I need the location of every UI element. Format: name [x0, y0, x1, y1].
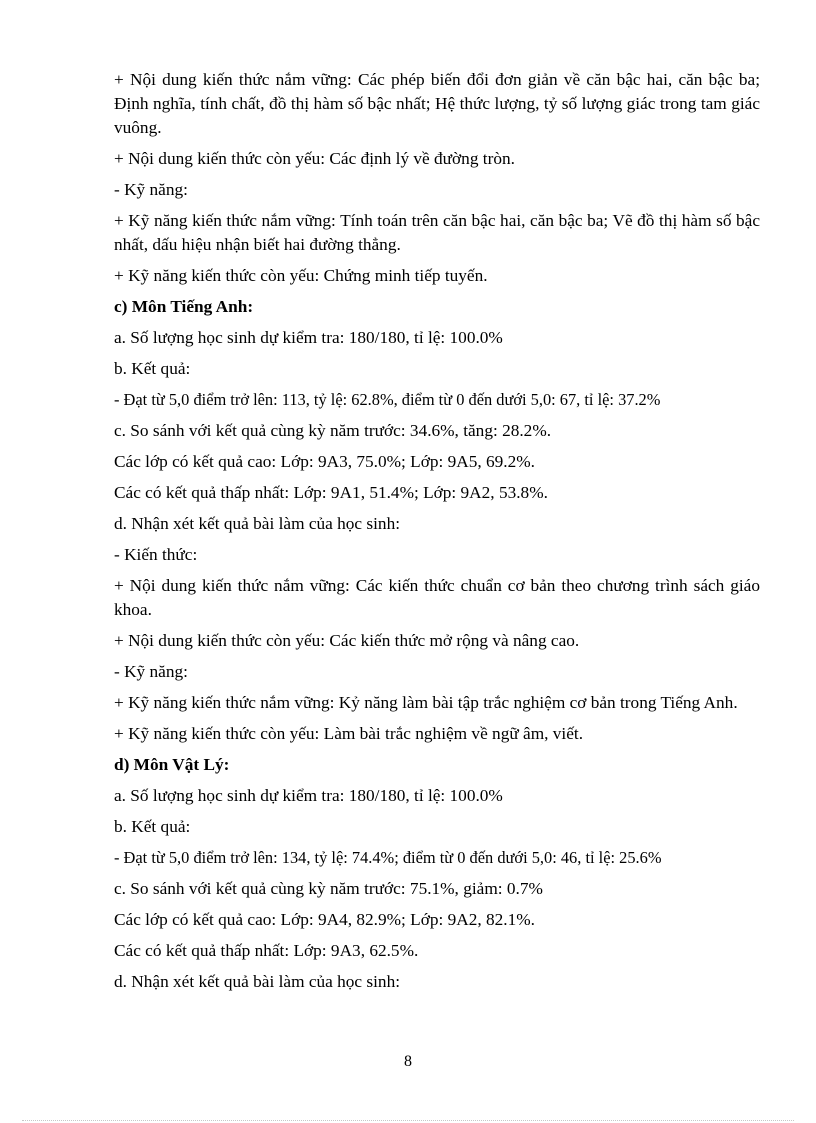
paragraph-english-knowledge-weak: + Nội dung kiến thức còn yếu: Các kiến thức mở rộng và nâng cao. [114, 631, 580, 650]
section-heading-physics: d) Môn Vật Lý: [114, 755, 230, 774]
page-number: 8 [404, 1053, 412, 1070]
paragraph-english-skills-mastered: + Kỹ năng kiến thức nắm vững: Kỷ năng làm bài tập trắc nghiệm cơ bản trong Tiếng Anh. [114, 693, 738, 712]
paragraph-english-top-classes: Các lớp có kết quả cao: Lớp: 9A3, 75.0%; Lớp: 9A5, 69.2%. [114, 452, 535, 471]
paragraph-physics-evaluation-label: d. Nhận xét kết quả bài làm của học sinh: [114, 972, 401, 991]
paragraph-physics-results: - Đạt từ 5,0 điểm trở lên: 134, tỷ lệ: 74.4%; điểm từ 0 đến dưới 5,0: 46, tỉ lệ: 25.6% [114, 848, 662, 867]
paragraph-math-skills-weak: + Kỹ năng kiến thức còn yếu: Chứng minh tiếp tuyến. [114, 266, 488, 285]
paragraph-math-skills-mastered: + Kỹ năng kiến thức nắm vững: Tính toán trên căn bậc hai, căn bậc ba; Vẽ đồ thị hàm số bậc nhất, dấu hiệu nhận biết hai đường thẳng. [114, 211, 760, 254]
paragraph-math-knowledge-mastered: + Nội dung kiến thức nắm vững: Các phép biến đổi đơn giản về căn bậc hai, căn bậc ba; Định nghĩa, tính chất, đồ thị hàm số bậc nhất; Hệ thức lượng, tỷ số lượng giác trong tam giác vuông. [114, 70, 760, 137]
paragraph-math-skills-label: - Kỹ năng: [114, 180, 188, 199]
paragraph-english-lowest-classes: Các có kết quả thấp nhất: Lớp: 9A1, 51.4%; Lớp: 9A2, 53.8%. [114, 483, 548, 502]
paragraph-math-knowledge-weak: + Nội dung kiến thức còn yếu: Các định lý về đường tròn. [114, 149, 515, 168]
paragraph-physics-results-label: b. Kết quả: [114, 817, 191, 836]
section-heading-english: c) Môn Tiếng Anh: [114, 297, 254, 316]
paragraph-english-evaluation-label: d. Nhận xét kết quả bài làm của học sinh: [114, 514, 401, 533]
paragraph-physics-participants: a. Số lượng học sinh dự kiểm tra: 180/180, tỉ lệ: 100.0% [114, 786, 503, 805]
paragraph-english-skills-weak: + Kỹ năng kiến thức còn yếu: Làm bài trắc nghiệm về ngữ âm, viết. [114, 724, 584, 743]
paragraph-english-knowledge-label: - Kiến thức: [114, 545, 198, 564]
paragraph-english-results-label: b. Kết quả: [114, 359, 191, 378]
paragraph-english-skills-label: - Kỹ năng: [114, 662, 188, 681]
paragraph-physics-top-classes: Các lớp có kết quả cao: Lớp: 9A4, 82.9%; Lớp: 9A2, 82.1%. [114, 910, 535, 929]
paragraph-english-participants: a. Số lượng học sinh dự kiểm tra: 180/180, tỉ lệ: 100.0% [114, 328, 503, 347]
paragraph-english-results: - Đạt từ 5,0 điểm trở lên: 113, tỷ lệ: 62.8%, điểm từ 0 đến dưới 5,0: 67, tỉ lệ: 37.2% [114, 390, 661, 409]
paragraph-english-comparison: c. So sánh với kết quả cùng kỳ năm trước: 34.6%, tăng: 28.2%. [114, 421, 552, 440]
paragraph-physics-lowest-classes: Các có kết quả thấp nhất: Lớp: 9A3, 62.5%. [114, 941, 419, 960]
page-bottom-divider [22, 1120, 794, 1121]
paragraph-physics-comparison: c. So sánh với kết quả cùng kỳ năm trước: 75.1%, giảm: 0.7% [114, 879, 543, 898]
page-body [114, 68, 760, 1001]
paragraph-english-knowledge-mastered: + Nội dung kiến thức nắm vững: Các kiến thức chuẩn cơ bản theo chương trình sách giáo khoa. [114, 576, 760, 619]
